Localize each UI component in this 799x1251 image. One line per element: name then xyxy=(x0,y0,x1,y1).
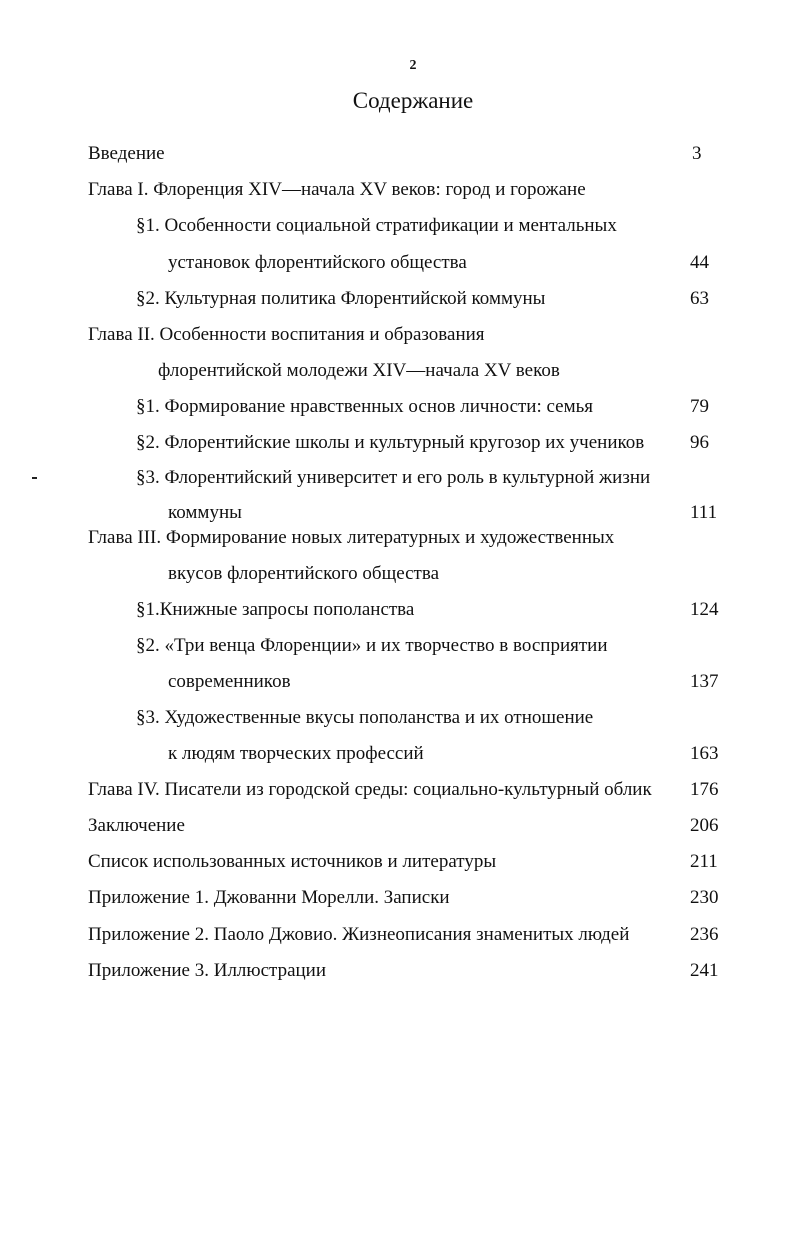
toc-entry-text: Приложение 2. Паоло Джовио. Жизнеописания знаменитых людей xyxy=(88,924,630,945)
toc-entry-text: Глава II. Особенности воспитания и образования xyxy=(88,324,485,345)
toc-entry xyxy=(0,250,799,276)
toc-entry xyxy=(0,525,799,551)
toc-entry-page: 44 xyxy=(690,252,709,273)
toc-entry-text: установок флорентийского общества xyxy=(168,252,467,273)
toc-entry-text: §2. Флорентийские школы и культурный кругозор их учеников xyxy=(136,432,645,453)
toc-entry-page: 211 xyxy=(690,851,718,872)
toc-entry-page: 3 xyxy=(692,143,702,164)
toc-entry xyxy=(0,465,799,491)
toc-entry-text: Приложение 1. Джованни Морелли. Записки xyxy=(88,887,450,908)
toc-entry xyxy=(0,141,799,167)
toc-entry-text: Заключение xyxy=(88,815,185,836)
toc-entry-text: §1.Книжные запросы пополанства xyxy=(136,599,415,620)
toc-entry-text: вкусов флорентийского общества xyxy=(168,563,440,584)
toc-entry-page: 206 xyxy=(690,815,719,836)
toc-entry-page: 230 xyxy=(690,887,719,908)
toc-entry-page: 176 xyxy=(690,779,719,800)
toc-entry-text: Глава IV. Писатели из городской среды: социально-культурный облик xyxy=(88,779,652,800)
toc-entry xyxy=(0,394,799,420)
toc-entry xyxy=(0,849,799,875)
toc-entry-text: современников xyxy=(168,671,291,692)
toc-entry-page: 111 xyxy=(690,502,718,523)
toc-entry-text: Введение xyxy=(88,143,165,164)
toc-entry-page: 137 xyxy=(690,671,719,692)
page-number: 2 xyxy=(409,58,417,73)
toc-entry-text: Список использованных источников и литературы xyxy=(88,851,497,872)
toc-entry xyxy=(0,958,799,984)
toc-entry-text: коммуны xyxy=(168,502,242,523)
toc-entry-text: §2. «Три венца Флоренции» и их творчество в восприятии xyxy=(136,635,608,656)
toc-entry xyxy=(0,213,799,239)
toc-entry xyxy=(0,322,799,348)
toc-entry xyxy=(0,500,799,526)
toc-entry xyxy=(0,358,799,384)
page-title: Содержание xyxy=(352,88,474,113)
toc-entry-text: §3. Художественные вкусы пополанства и их отношение xyxy=(136,707,594,728)
toc-entry xyxy=(0,705,799,731)
toc-entry-text: Глава III. Формирование новых литературных и художественных xyxy=(88,527,615,548)
toc-entry xyxy=(0,669,799,695)
toc-entry-text: §1. Формирование нравственных основ личности: семья xyxy=(136,396,594,417)
toc-entry-text: §2. Культурная политика Флорентийской коммуны xyxy=(136,288,546,309)
toc-entry-page: 63 xyxy=(690,288,709,309)
toc-entry-text: к людям творческих профессий xyxy=(168,743,424,764)
toc-entry-page: 163 xyxy=(690,743,719,764)
toc-entry xyxy=(0,777,799,803)
toc-entry xyxy=(0,813,799,839)
toc-entry xyxy=(0,633,799,659)
toc-entry-page: 124 xyxy=(690,599,719,620)
toc-entry xyxy=(0,885,799,911)
toc-entry xyxy=(0,177,799,203)
toc-entry xyxy=(0,741,799,767)
toc-entry-page: 236 xyxy=(690,924,719,945)
toc-entry-page: 79 xyxy=(690,396,709,417)
toc-entry-text: §1. Особенности социальной стратификации и ментальных xyxy=(136,215,617,236)
toc-entry xyxy=(0,430,799,456)
toc-entry-text: флорентийской молодежи XIV—начала XV веков xyxy=(158,360,560,381)
toc-entry xyxy=(0,922,799,948)
toc-entry xyxy=(0,597,799,623)
toc-entry-text: Приложение 3. Иллюстрации xyxy=(88,960,327,981)
toc-entry-text: Глава I. Флоренция XIV—начала XV веков: город и горожане xyxy=(88,179,586,200)
toc-entry xyxy=(0,561,799,587)
toc-entry-text: §3. Флорентийский университет и его роль в культурной жизни xyxy=(136,467,651,488)
toc-entry-page: 96 xyxy=(690,432,709,453)
toc-entry-page: 241 xyxy=(690,960,719,981)
toc-entry xyxy=(0,286,799,312)
